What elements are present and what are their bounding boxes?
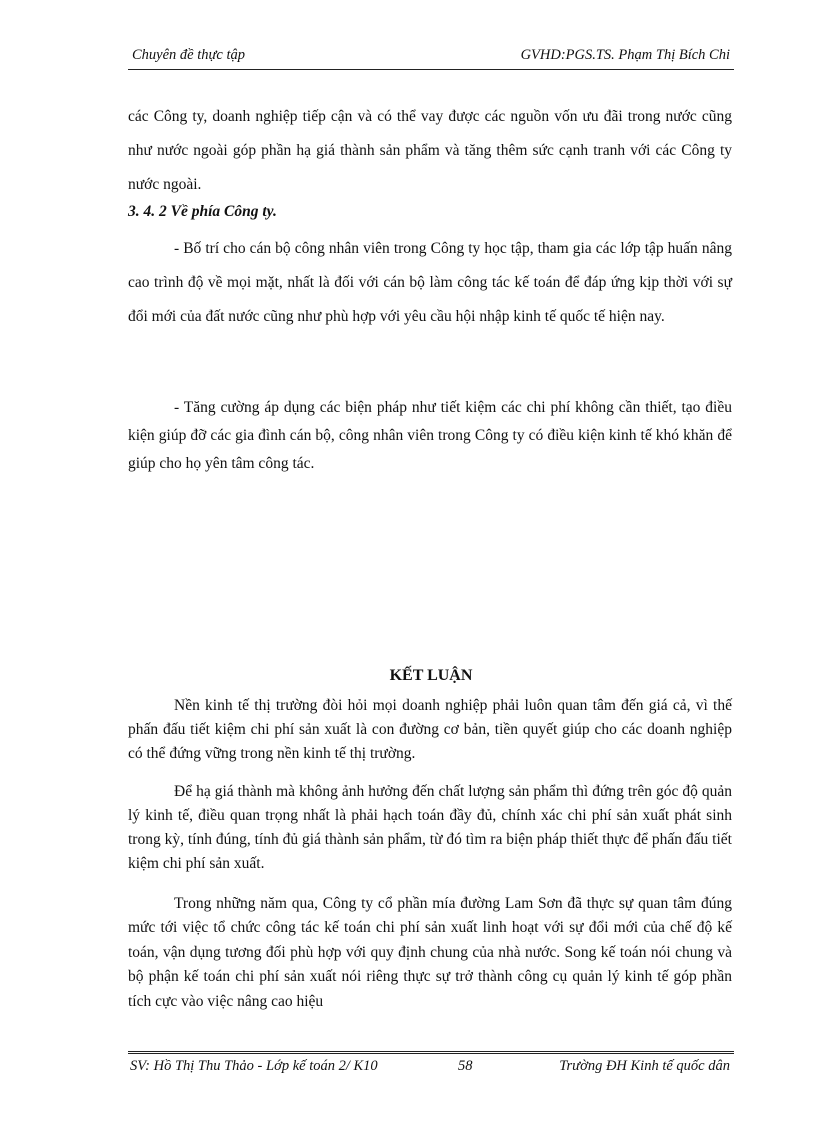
paragraph-savings: - Tăng cường áp dụng các biện pháp như tiết kiệm các chi phí không cần thiết, tạo điều kiện giúp đỡ các gia đình cán bộ, công nhân viên trong Công ty có điều kiện kinh tế khó khăn để giúp cho họ yên tâm công tác. bbox=[128, 399, 732, 472]
footer-student: SV: Hồ Thị Thu Thảo - Lớp kế toán 2/ K10 bbox=[130, 1058, 378, 1074]
footer-university: Trường ĐH Kinh tế quốc dân bbox=[559, 1058, 730, 1074]
header-supervisor: GVHD:PGS.TS. Phạm Thị Bích Chi bbox=[520, 47, 730, 63]
conclusion-paragraph-3: Trong những năm qua, Công ty cổ phần mía đường Lam Sơn đã thực sự quan tâm đúng mức tới việc tổ chức công tác kế toán chi phí sản xuất linh hoạt với sự đổi mới của chế độ kế toán, vận dụng tương đối phù hợp với quy định chung của nhà nước. Song kế toán nói chung và bộ phận kế toán chi phí sản xuất nói riêng thực sự trở thành công cụ quản lý kinh tế góp phần tích cực vào việc nâng cao hiệu bbox=[128, 895, 732, 1010]
header-document-type: Chuyên đề thực tập bbox=[132, 47, 246, 63]
page-footer bbox=[128, 1053, 734, 1080]
page-header bbox=[128, 47, 734, 70]
section-heading: 3. 4. 2 Về phía Công ty. bbox=[128, 203, 277, 220]
conclusion-paragraph-2: Để hạ giá thành mà không ảnh hưởng đến chất lượng sản phẩm thì đứng trên góc độ quản lý kinh tế, điều quan trọng nhất là phải hạch toán đầy đủ, chính xác chi phí sản xuất phát sinh trong kỳ, tính đúng, tính đủ giá thành sản phẩm, từ đó tìm ra biện pháp thiết thực để phấn đấu tiết kiệm chi phí sản xuất. bbox=[128, 783, 732, 872]
footer-divider bbox=[128, 1051, 734, 1052]
conclusion-title: KẾT LUẬN bbox=[389, 667, 473, 684]
conclusion-paragraph-1: Nền kinh tế thị trường đòi hỏi mọi doanh nghiệp phải luôn quan tâm đến giá cả, vì thế phấn đấu tiết kiệm chi phí sản xuất là con đường cơ bản, tiền quyết giúp cho các doanh nghiệp có thể đứng vững trong nền kinh tế thị trường. bbox=[128, 697, 732, 762]
footer-page-number: 58 bbox=[458, 1058, 473, 1074]
paragraph-continuation: các Công ty, doanh nghiệp tiếp cận và có thể vay được các nguồn vốn ưu đãi trong nước cũng như nước ngoài góp phần hạ giá thành sản phẩm và tăng thêm sức cạnh tranh với các Công ty nước ngoài. bbox=[128, 108, 732, 193]
paragraph-training: - Bố trí cho cán bộ công nhân viên trong Công ty học tập, tham gia các lớp tập huấn nâng cao trình độ về mọi mặt, nhất là đối với cán bộ làm công tác kế toán để đáp ứng kịp thời với sự đổi mới của đất nước cũng như phù hợp với yêu cầu hội nhập kinh tế quốc tế hiện nay. bbox=[128, 240, 732, 325]
